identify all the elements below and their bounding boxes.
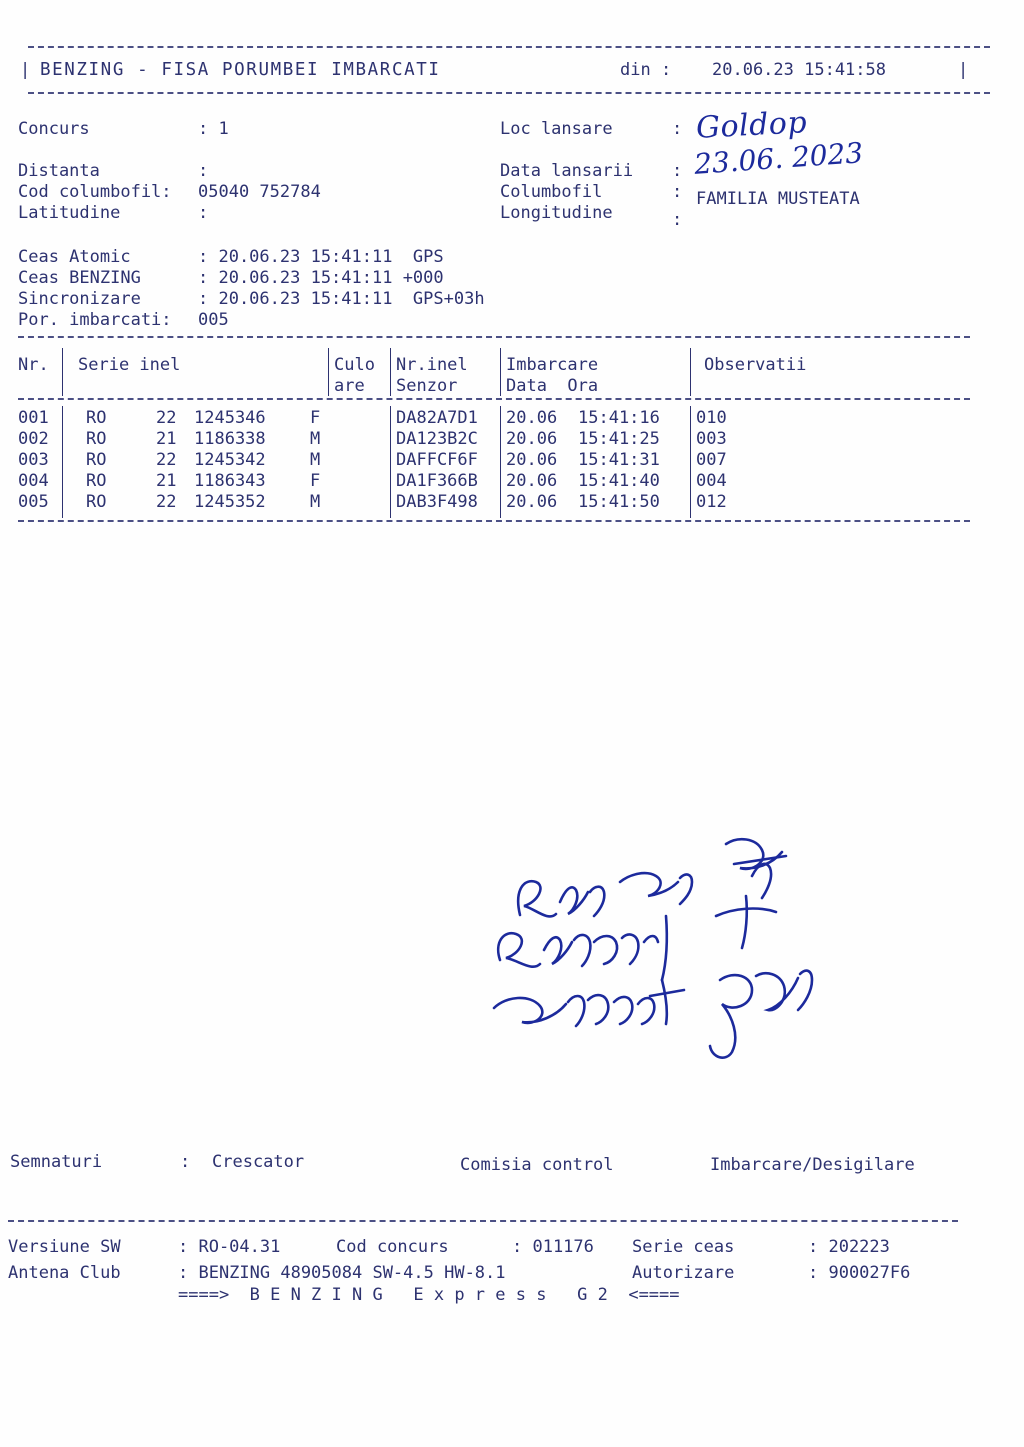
- header-din-value: 20.06.23 15:41:58: [712, 60, 886, 80]
- sep-data-lansarii: :: [672, 161, 683, 181]
- label-comisia-control: Comisia control: [460, 1155, 614, 1175]
- footer-brand-line: ====> B E N Z I N G E x p r e s s G 2 <====: [178, 1285, 680, 1305]
- table-body-sep-imbarcare: [500, 406, 501, 518]
- label-concurs: Concurs: [18, 119, 90, 139]
- label-longitudine: Longitudine: [500, 203, 613, 223]
- col-header-imbarcare-line2: Data Ora: [506, 376, 599, 396]
- value-ceas-benzing: : 20.06.23 15:41:11 +000: [198, 268, 444, 288]
- label-autorizare: Autorizare: [632, 1263, 735, 1283]
- cell-senzor: DA1F366B: [396, 471, 478, 491]
- label-versiune-sw: Versiune SW: [8, 1237, 121, 1257]
- header-din-label: din :: [620, 60, 672, 80]
- cell-nr: 005: [18, 492, 49, 512]
- cell-year: 22: [156, 492, 177, 512]
- cell-year: 22: [156, 450, 177, 470]
- label-serie-ceas: Serie ceas: [632, 1237, 735, 1257]
- label-semnaturi: Semnaturi: [10, 1152, 103, 1172]
- cell-year: 22: [156, 408, 177, 428]
- cell-obs: 003: [696, 429, 727, 449]
- label-crescator: Crescator: [212, 1152, 305, 1172]
- cell-senzor: DA82A7D1: [396, 408, 478, 428]
- cell-data: 20.06: [506, 429, 558, 449]
- cell-senzor: DAB3F498: [396, 492, 478, 512]
- cell-nr: 002: [18, 429, 49, 449]
- handwritten-data-lansarii: 23.06. 2023: [693, 136, 865, 181]
- label-distanta: Distanta: [18, 161, 100, 181]
- cell-data: 20.06: [506, 408, 558, 428]
- col-header-nr: Nr.: [18, 355, 49, 375]
- header-left-bar: |: [20, 60, 31, 80]
- value-cod-concurs: : 011176: [512, 1237, 594, 1257]
- cell-sex: M: [310, 492, 321, 512]
- table-header-rule: [18, 398, 970, 400]
- table-top-rule: [18, 336, 970, 338]
- label-antena-club: Antena Club: [8, 1263, 121, 1283]
- table-sep-nrinel: [390, 348, 391, 396]
- cell-year: 21: [156, 471, 177, 491]
- value-latitudine: :: [198, 203, 209, 223]
- label-latitudine: Latitudine: [18, 203, 121, 223]
- value-por-imbarcati: 005: [198, 310, 229, 330]
- col-header-nrinel-line2: Senzor: [396, 376, 458, 396]
- cell-country: RO: [86, 471, 107, 491]
- sep-columbofil: :: [672, 182, 683, 202]
- cell-ora: 15:41:40: [578, 471, 660, 491]
- value-autorizare: : 900027F6: [808, 1263, 911, 1283]
- col-header-culoare-line1: Culo: [334, 355, 375, 375]
- cell-ora: 15:41:31: [578, 450, 660, 470]
- cell-obs: 004: [696, 471, 727, 491]
- signature-scribbles: [490, 830, 890, 1060]
- header-bottom-rule: [28, 92, 990, 94]
- label-ceas-atomic: Ceas Atomic: [18, 247, 131, 267]
- value-distanta: :: [198, 161, 209, 181]
- table-sep-culoare: [328, 348, 329, 396]
- footer-top-rule: [8, 1220, 958, 1222]
- header-top-rule: [28, 46, 990, 48]
- handwritten-loc-lansare: Goldop: [695, 105, 808, 146]
- cell-ora: 15:41:16: [578, 408, 660, 428]
- cell-year: 21: [156, 429, 177, 449]
- cell-data: 20.06: [506, 471, 558, 491]
- label-sincronizare: Sincronizare: [18, 289, 141, 309]
- table-body-sep-nrinel: [390, 406, 391, 518]
- cell-serial: 1186338: [194, 429, 266, 449]
- cell-nr: 004: [18, 471, 49, 491]
- table-sep-nr: [62, 348, 63, 396]
- label-columbofil: Columbofil: [500, 182, 603, 202]
- col-header-imbarcare-line1: Imbarcare: [506, 355, 599, 375]
- value-sincronizare: : 20.06.23 15:41:11 GPS+03h: [198, 289, 485, 309]
- col-header-nrinel-line1: Nr.inel: [396, 355, 468, 375]
- cell-sex: M: [310, 450, 321, 470]
- label-cod-concurs: Cod concurs: [336, 1237, 449, 1257]
- value-antena-club: : BENZING 48905084 SW-4.5 HW-8.1: [178, 1263, 506, 1283]
- label-loc-lansare: Loc lansare: [500, 119, 613, 139]
- cell-senzor: DAFFCF6F: [396, 450, 478, 470]
- cell-serial: 1245352: [194, 492, 266, 512]
- table-body-sep-observatii: [690, 406, 691, 518]
- label-ceas-benzing: Ceas BENZING: [18, 268, 141, 288]
- cell-country: RO: [86, 492, 107, 512]
- table-sep-imbarcare: [500, 348, 501, 396]
- label-cod-columbofil: Cod columbofil:: [18, 182, 172, 202]
- value-columbofil: FAMILIA MUSTEATA: [696, 189, 860, 209]
- sep-loc-lansare: :: [672, 119, 683, 139]
- cell-country: RO: [86, 408, 107, 428]
- cell-ora: 15:41:50: [578, 492, 660, 512]
- cell-obs: 012: [696, 492, 727, 512]
- value-serie-ceas: : 202223: [808, 1237, 890, 1257]
- cell-data: 20.06: [506, 492, 558, 512]
- cell-sex: M: [310, 429, 321, 449]
- cell-country: RO: [86, 429, 107, 449]
- header-right-bar: |: [958, 60, 969, 80]
- cell-serial: 1245346: [194, 408, 266, 428]
- col-header-observatii: Observatii: [704, 355, 807, 375]
- sep-longitudine: :: [672, 210, 683, 230]
- cell-nr: 003: [18, 450, 49, 470]
- col-header-serie-inel: Serie inel: [78, 355, 181, 375]
- cell-country: RO: [86, 450, 107, 470]
- cell-serial: 1245342: [194, 450, 266, 470]
- table-body-sep-nr: [62, 406, 63, 518]
- cell-ora: 15:41:25: [578, 429, 660, 449]
- cell-obs: 007: [696, 450, 727, 470]
- label-por-imbarcati: Por. imbarcati:: [18, 310, 172, 330]
- value-ceas-atomic: : 20.06.23 15:41:11 GPS: [198, 247, 444, 267]
- cell-sex: F: [310, 408, 321, 428]
- cell-senzor: DA123B2C: [396, 429, 478, 449]
- table-bottom-rule: [18, 520, 970, 522]
- cell-sex: F: [310, 471, 321, 491]
- sep-semnaturi: :: [180, 1152, 191, 1172]
- value-cod-columbofil: 05040 752784: [198, 182, 321, 202]
- table-sep-observatii: [690, 348, 691, 396]
- value-versiune-sw: : RO-04.31: [178, 1237, 281, 1257]
- document-title: BENZING - FISA PORUMBEI IMBARCATI: [40, 60, 441, 80]
- cell-obs: 010: [696, 408, 727, 428]
- label-data-lansarii: Data lansarii: [500, 161, 634, 181]
- value-concurs: : 1: [198, 119, 229, 139]
- cell-data: 20.06: [506, 450, 558, 470]
- col-header-culoare-line2: are: [334, 376, 365, 396]
- cell-serial: 1186343: [194, 471, 266, 491]
- cell-nr: 001: [18, 408, 49, 428]
- label-imbarcare-desigilare: Imbarcare/Desigilare: [710, 1155, 915, 1175]
